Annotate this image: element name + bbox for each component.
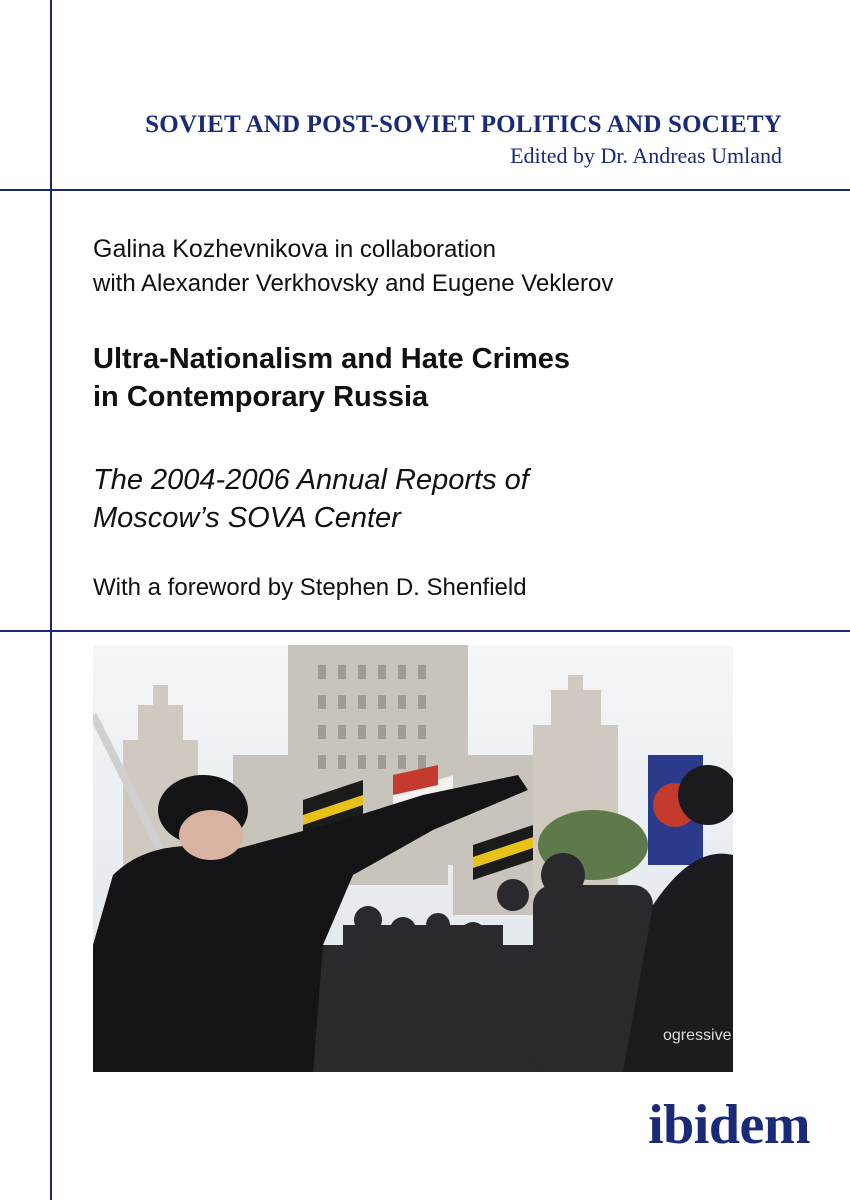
book-subtitle — [93, 461, 529, 537]
series-editor: Edited by Dr. Andreas Umland — [510, 143, 782, 168]
authors-line-1 — [93, 232, 613, 267]
collaboration-text: in collaboration — [327, 236, 496, 263]
vertical-rule — [50, 0, 52, 1200]
book-subtitle-line-2: Moscow’s SOVA Center — [93, 502, 401, 534]
series-title: SOVIET AND POST-SOVIET POLITICS AND SOCIETY — [145, 111, 782, 138]
cover-photo — [93, 645, 733, 1072]
rally-photo-illustration — [93, 645, 733, 1072]
top-horizontal-rule — [0, 189, 850, 191]
jacket-lettering: ogressive — [663, 1027, 732, 1044]
authors — [93, 232, 613, 301]
foreword-credit: With a foreword by Stephen D. Shenfield — [93, 574, 527, 601]
publisher-logo: ibidem — [648, 1094, 810, 1156]
series-header — [145, 110, 782, 170]
lead-author: Galina Kozhevnikova — [93, 235, 328, 263]
book-title — [93, 340, 570, 416]
middle-horizontal-rule — [0, 630, 850, 632]
authors-line-2: with Alexander Verkhovsky and Eugene Veklerov — [93, 270, 614, 297]
book-subtitle-line-1: The 2004-2006 Annual Reports of — [93, 464, 529, 496]
book-title-line-2: in Contemporary Russia — [93, 381, 429, 413]
book-title-line-1: Ultra-Nationalism and Hate Crimes — [93, 343, 571, 375]
